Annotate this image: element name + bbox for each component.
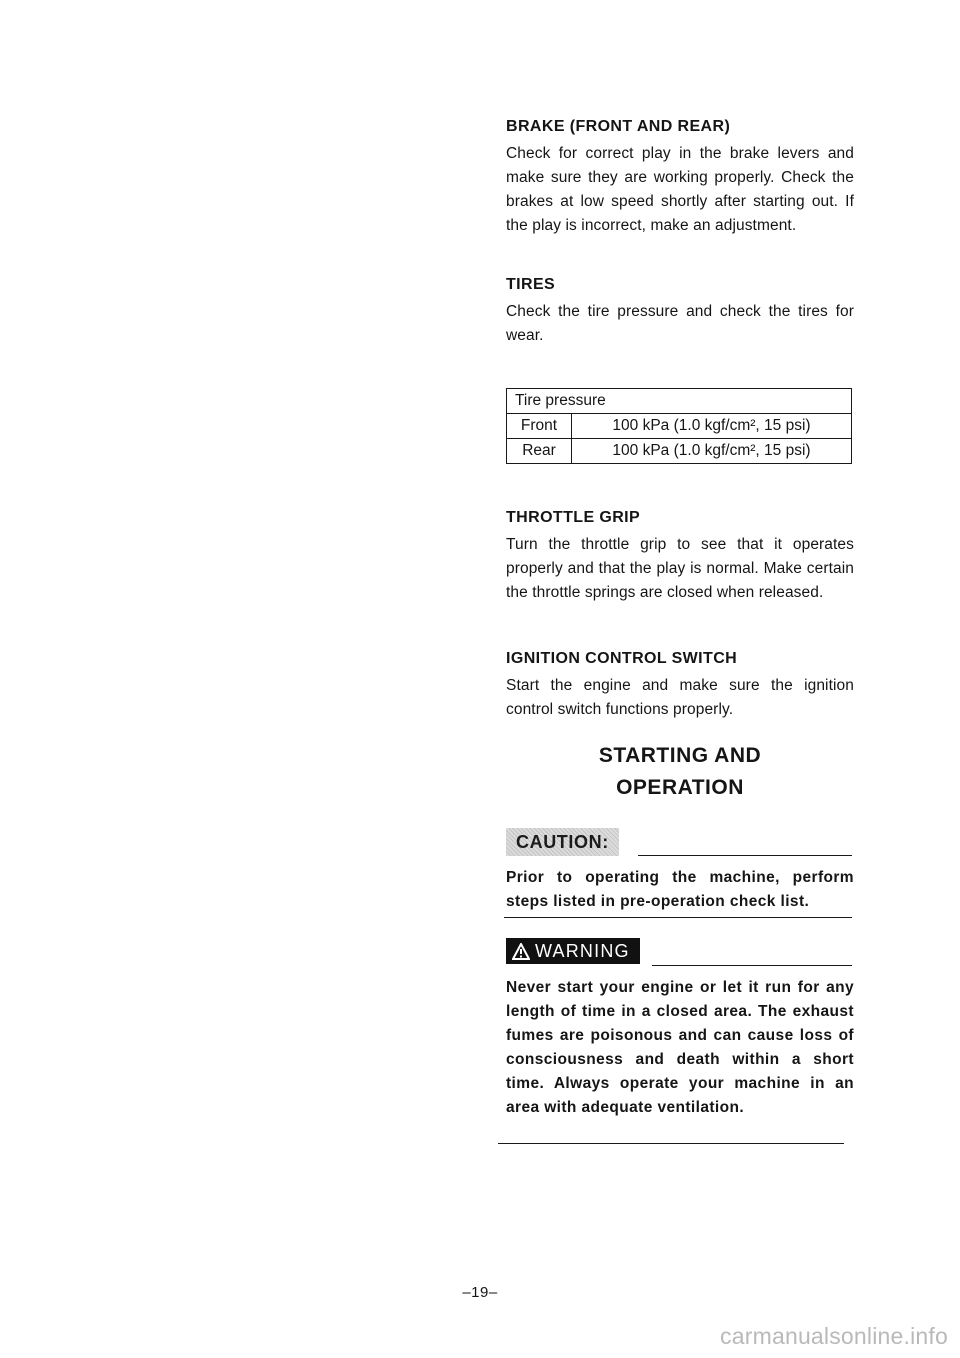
front-value-cell: 100 kPa (1.0 kgf/cm², 15 psi) <box>572 414 852 439</box>
starting-title-line2: OPERATION <box>616 776 744 799</box>
warning-end-rule <box>498 1143 844 1144</box>
caution-header-rule <box>638 855 852 856</box>
ignition-heading: IGNITION CONTROL SWITCH <box>506 650 738 667</box>
throttle-text: Turn the throttle grip to see that it operates properly and that the play is normal. Make certain the throttle springs are closed when released. <box>506 536 854 601</box>
table-header-row <box>507 389 852 414</box>
tires-section <box>506 276 854 348</box>
brake-heading: BRAKE (FRONT AND REAR) <box>506 118 731 135</box>
table-row <box>507 439 852 464</box>
warning-label: WARNING <box>535 941 630 961</box>
starting-operation-title <box>506 740 854 804</box>
caution-end-rule <box>504 917 852 918</box>
warning-triangle-icon <box>512 943 530 960</box>
throttle-section <box>506 509 854 605</box>
warning-header-rule <box>652 965 852 966</box>
ignition-section <box>506 650 854 722</box>
warning-badge <box>506 938 640 964</box>
rear-value-cell: 100 kPa (1.0 kgf/cm², 15 psi) <box>572 439 852 464</box>
caution-text: Prior to operating the machine, perform steps listed in pre-operation check list. <box>506 869 854 910</box>
tires-text: Check the tire pressure and check the tires for wear. <box>506 303 854 344</box>
page-number: –19– <box>462 1284 498 1301</box>
rear-label-cell: Rear <box>507 439 572 464</box>
front-label-cell: Front <box>507 414 572 439</box>
tires-heading: TIRES <box>506 276 556 293</box>
table-header-cell: Tire pressure <box>507 389 852 414</box>
warning-header <box>506 938 852 968</box>
starting-title-line1: STARTING AND <box>598 744 762 767</box>
tire-pressure-table <box>506 388 852 464</box>
brake-section <box>506 118 854 238</box>
table-row <box>507 414 852 439</box>
throttle-heading: THROTTLE GRIP <box>506 509 641 526</box>
watermark: carmanualsonline.info <box>720 1323 948 1349</box>
warning-text: Never start your engine or let it run for any length of time in a closed area. The exhaust fumes are poisonous and can cause loss of consciousness and death within a short time. Always operate your machine in an area with adequate ventilation. <box>506 979 854 1116</box>
ignition-text: Start the engine and make sure the ignition control switch functions properly. <box>506 677 854 718</box>
caution-header <box>506 828 852 858</box>
caution-badge: CAUTION: <box>506 828 619 856</box>
brake-text: Check for correct play in the brake levers and make sure they are working properly. Check the brakes at low speed shortly after starting out. If the play is incorrect, make an adjustment. <box>506 145 854 234</box>
